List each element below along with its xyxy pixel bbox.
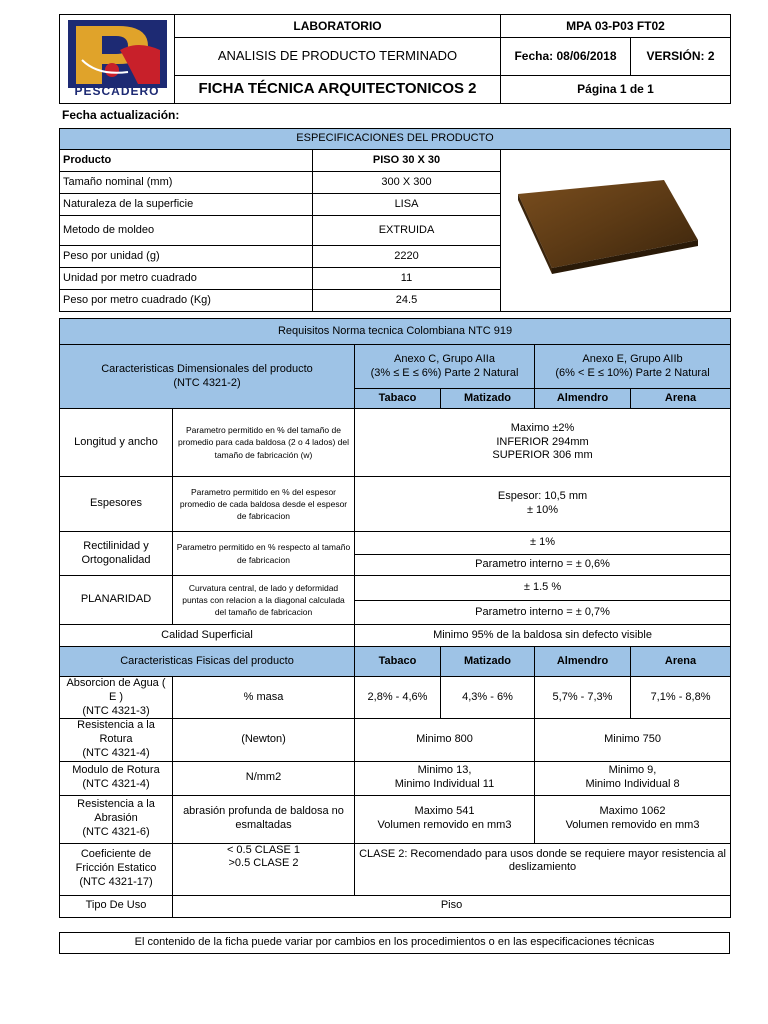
phys-color-tabaco: Tabaco	[355, 647, 441, 677]
anexo-c-line2: (3% ≤ E ≤ 6%) Parte 2 Natural	[370, 366, 519, 379]
modulo-label1: Modulo de Rotura	[72, 764, 160, 777]
phys-color-almendro: Almendro	[535, 647, 631, 677]
spec-value: 11	[313, 268, 501, 290]
spec-value: PISO 30 X 30	[313, 150, 501, 172]
rectilinidad-label: Rectilinidad y Ortogonalidad	[60, 532, 173, 576]
absorcion-label2: (NTC 4321-3)	[82, 704, 150, 717]
planaridad-v2: Parametro interno = ± 0,7%	[355, 601, 731, 625]
absorcion-label1: Absorcion de Agua ( E )	[66, 677, 166, 703]
spec-label: Unidad por metro cuadrado	[60, 268, 313, 290]
friccion-unit2: >0.5 CLASE 2	[228, 857, 299, 870]
anexo-e-line2: (6% < E ≤ 10%) Parte 2 Natural	[555, 366, 710, 379]
anexo-c-header	[355, 345, 535, 389]
longitud-values	[355, 409, 731, 477]
modulo-anexo-e	[535, 761, 731, 795]
abrasion-label	[60, 795, 173, 843]
phys-color-matizado: Matizado	[441, 647, 535, 677]
tile-image-icon	[504, 158, 728, 298]
product-photo	[501, 150, 731, 312]
spec-label: Metodo de moldeo	[60, 216, 313, 246]
absorcion-almendro: 5,7% - 7,3%	[535, 677, 631, 719]
uso-value: Piso	[173, 895, 731, 917]
rotura-anexo-e: Minimo 750	[535, 719, 731, 761]
abrasion-c2: Volumen removido en mm3	[377, 819, 512, 831]
rotura-label1: Resistencia a la Rotura	[77, 719, 155, 745]
anexo-e-line1: Anexo E, Grupo AIIb	[582, 352, 683, 365]
modulo-anexo-c	[355, 761, 535, 795]
espesores-v2: ± 10%	[526, 504, 559, 516]
color-almendro: Almendro	[535, 389, 631, 409]
header-table	[59, 14, 731, 104]
spec-label: Peso por metro cuadrado (Kg)	[60, 290, 313, 312]
modulo-label	[60, 761, 173, 795]
longitud-v2: INFERIOR 294mm	[496, 435, 589, 448]
analysis-title: ANALISIS DE PRODUCTO TERMINADO	[175, 38, 501, 76]
dimensional-header-line1: Caracteristicas Dimensionales del producto	[101, 362, 313, 375]
spec-label: Tamaño nominal (mm)	[60, 172, 313, 194]
logo-cell	[60, 15, 175, 104]
friccion-unit1: < 0.5 CLASE 1	[226, 843, 301, 856]
modulo-unit: N/mm2	[173, 761, 355, 795]
longitud-desc: Parametro permitido en % del tamaño de promedio para cada baldosa (2 o 4 lados) del tamaño de fabricación (w)	[173, 409, 355, 477]
update-date-label: Fecha actualización:	[62, 108, 180, 122]
logo-text: PESCADERO	[74, 84, 160, 98]
spec-value: EXTRUIDA	[313, 216, 501, 246]
color-arena: Arena	[631, 389, 731, 409]
requirements-title: Requisitos Norma tecnica Colombiana NTC 919	[60, 319, 731, 345]
dimensional-header-line2: (NTC 4321-2)	[173, 376, 241, 389]
spec-label: Producto	[60, 150, 313, 172]
absorcion-tabaco: 2,8% - 4,6%	[355, 677, 441, 719]
rectilinidad-v1: ± 1%	[355, 532, 731, 555]
espesores-v1: Espesor: 10,5 mm	[497, 490, 588, 503]
abrasion-e1: Maximo 1062	[599, 805, 666, 818]
spec-value: 300 X 300	[313, 172, 501, 194]
rectilinidad-desc: Parametro permitido en % respecto al tamaño de fabricacion	[173, 532, 355, 576]
longitud-label: Longitud y ancho	[60, 409, 173, 477]
rotura-anexo-c: Minimo 800	[355, 719, 535, 761]
abrasion-anexo-c	[355, 795, 535, 843]
physical-header: Caracteristicas Fisicas del producto	[60, 647, 355, 677]
calidad-label: Calidad Superficial	[60, 625, 355, 647]
planaridad-label: PLANARIDAD	[60, 576, 173, 625]
espesores-label: Espesores	[60, 477, 173, 532]
page-number: Página 1 de 1	[501, 76, 731, 104]
color-tabaco: Tabaco	[355, 389, 441, 409]
abrasion-anexo-e	[535, 795, 731, 843]
anexo-c-line1: Anexo C, Grupo AIIa	[394, 352, 495, 365]
friccion-value: CLASE 2: Recomendado para usos donde se requiere mayor resistencia al deslizamiento	[355, 843, 731, 895]
friccion-label1: Coeficiente de Fricción Estatico	[75, 848, 157, 875]
requirements-table	[59, 318, 731, 918]
spec-label: Peso por unidad (g)	[60, 246, 313, 268]
doc-version: VERSIÓN: 2	[631, 38, 731, 76]
anexo-e-header	[535, 345, 731, 389]
longitud-v3: SUPERIOR 306 mm	[492, 449, 593, 462]
longitud-v1: Maximo ±2%	[510, 421, 575, 434]
rotura-unit: (Newton)	[173, 719, 355, 761]
espesores-desc: Parametro permitido en % del espesor promedio de cada baldosa desde el espesor de fabricacion	[173, 477, 355, 532]
absorcion-unit: % masa	[173, 677, 355, 719]
espesores-values	[355, 477, 731, 532]
friccion-label	[60, 843, 173, 895]
friccion-label2: (NTC 4321-17)	[79, 875, 153, 888]
abrasion-label2: (NTC 4321-6)	[82, 825, 150, 838]
modulo-label2: (NTC 4321-4)	[82, 778, 150, 790]
spec-label: Naturaleza de la superficie	[60, 194, 313, 216]
friccion-unit	[173, 843, 355, 895]
spec-table	[59, 128, 731, 312]
pescadero-logo-icon	[68, 20, 167, 88]
doc-code: MPA 03-P03 FT02	[501, 15, 731, 38]
rectilinidad-v2: Parametro interno = ± 0,6%	[355, 555, 731, 576]
absorcion-arena: 7,1% - 8,8%	[631, 677, 731, 719]
modulo-e2: Minimo Individual 8	[585, 778, 680, 790]
footer-table	[59, 932, 730, 954]
spec-title: ESPECIFICACIONES DEL PRODUCTO	[60, 129, 731, 150]
color-matizado: Matizado	[441, 389, 535, 409]
calidad-value: Minimo 95% de la baldosa sin defecto visible	[355, 625, 731, 647]
abrasion-label1: Resistencia a la Abrasión	[77, 798, 155, 825]
dimensional-header	[60, 345, 355, 409]
footer-note: El contenido de la ficha puede variar por cambios en los procedimientos o en las especificaciones técnicas	[60, 933, 730, 954]
lab-title: LABORATORIO	[175, 15, 501, 38]
rotura-label	[60, 719, 173, 761]
uso-label: Tipo De Uso	[60, 895, 173, 917]
absorcion-label	[60, 677, 173, 719]
phys-color-arena: Arena	[631, 647, 731, 677]
sheet-title: FICHA TÉCNICA ARQUITECTONICOS 2	[175, 76, 501, 104]
modulo-e1: Minimo 9,	[608, 764, 657, 777]
rotura-label2: (NTC 4321-4)	[82, 746, 150, 759]
planaridad-desc: Curvatura central, de lado y deformidad puntas con relacion a la diagonal calculada del tamaño de fabricacion	[173, 576, 355, 625]
doc-date: Fecha: 08/06/2018	[501, 38, 631, 76]
abrasion-c1: Maximo 541	[414, 805, 475, 818]
spec-value: LISA	[313, 194, 501, 216]
spec-value: 2220	[313, 246, 501, 268]
planaridad-v1: ± 1.5 %	[355, 576, 731, 601]
spec-value: 24.5	[313, 290, 501, 312]
absorcion-matizado: 4,3% - 6%	[441, 677, 535, 719]
modulo-c2: Minimo Individual 11	[394, 778, 495, 790]
abrasion-e2: Volumen removido en mm3	[565, 819, 700, 831]
abrasion-unit: abrasión profunda de baldosa no esmaltadas	[173, 795, 355, 843]
modulo-c1: Minimo 13,	[417, 764, 472, 777]
